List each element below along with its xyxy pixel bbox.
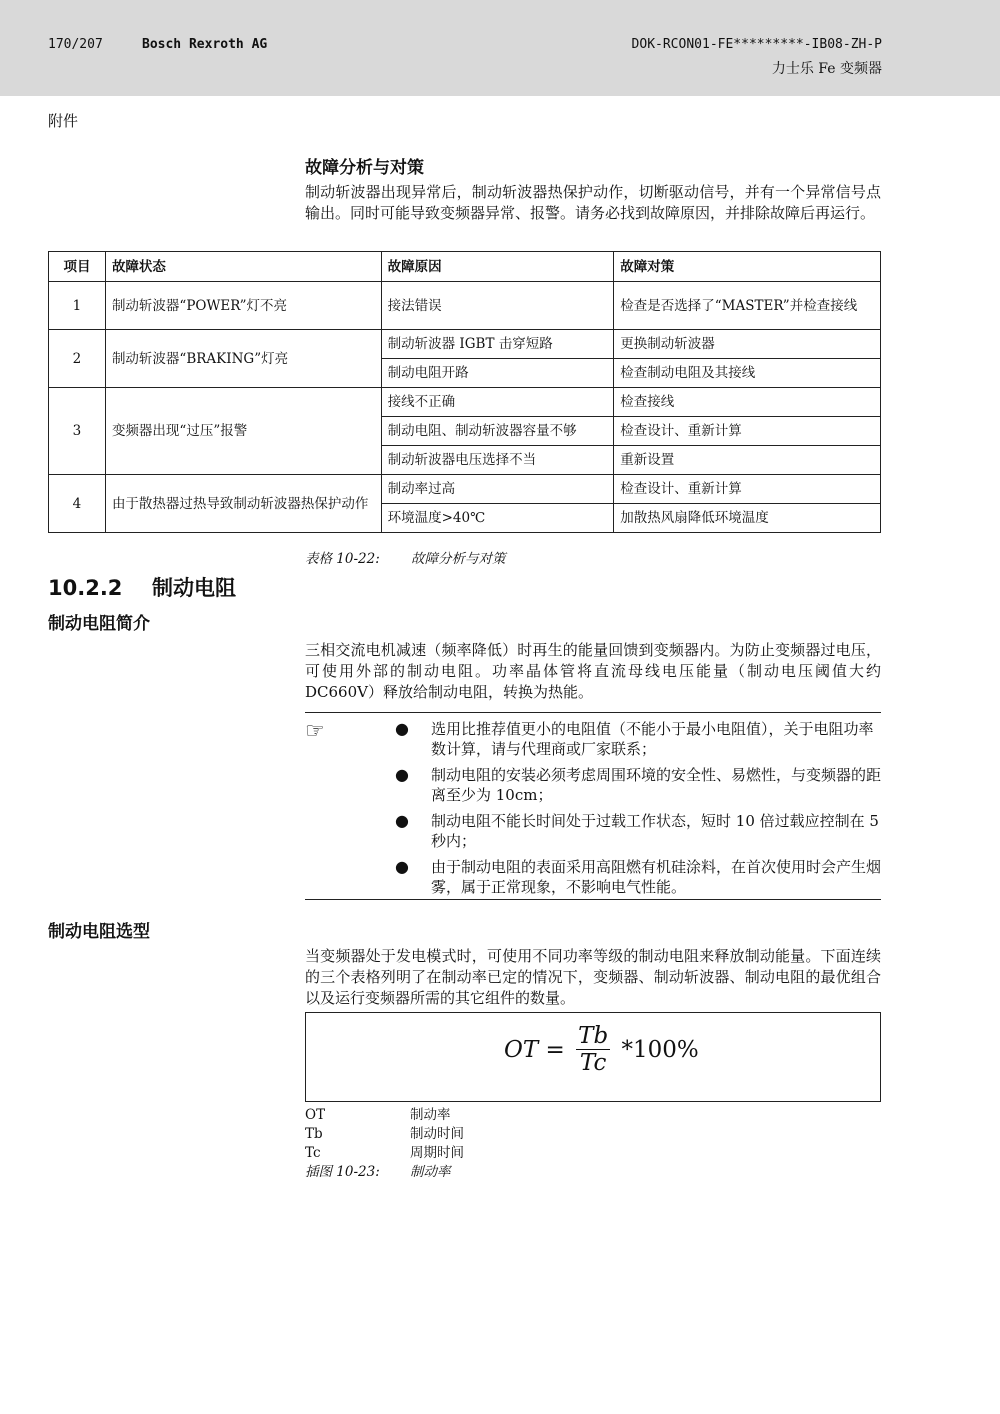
list-item — [395, 719, 881, 759]
list-item — [305, 1125, 464, 1144]
fault-heading: 故障分析与对策 — [305, 158, 424, 178]
intro-heading: 制动电阻简介 — [48, 614, 150, 634]
definition-desc: 制动时间 — [410, 1126, 464, 1142]
note-box — [305, 712, 881, 900]
formula-rhs: *100% — [621, 1036, 699, 1063]
definitions — [305, 1106, 464, 1182]
pointing-hand-icon: ☞ — [305, 719, 325, 744]
fault-action: 加散热风扇降低环境温度 — [614, 504, 881, 533]
note-list — [395, 719, 881, 903]
intro-text: 三相交流电机减速（频率降低）时再生的能量回馈到变频器内。为防止变频器过电压，可使用外部的制动电阻。功率晶体管将直流母线电压能量（制动电压阈值大约 DC660V）释放给制动电阻，转换为热能。 — [305, 641, 881, 701]
fault-table — [48, 251, 881, 533]
braking-rate-formula — [504, 1023, 699, 1076]
note-text: 制动电阻不能长时间处于过载工作状态，短时 10 倍过载应控制在 5 秒内； — [431, 812, 879, 850]
fault-action: 检查接线 — [614, 388, 881, 417]
definition-desc: 周期时间 — [410, 1145, 464, 1161]
bullet-icon: ● — [395, 765, 409, 784]
list-item — [395, 811, 881, 851]
fault-state: 变频器出现“过压”报警 — [105, 388, 381, 475]
figure-caption-text: 制动率 — [410, 1164, 451, 1180]
bullet-icon: ● — [395, 811, 409, 830]
fault-state: 制动斩波器“POWER”灯不亮 — [105, 282, 381, 330]
fault-cause: 接法错误 — [381, 282, 614, 330]
definition-desc: 制动率 — [410, 1107, 451, 1123]
fault-action: 检查设计、重新计算 — [614, 475, 881, 504]
fault-action: 检查设计、重新计算 — [614, 417, 881, 446]
fault-action: 检查制动电阻及其接线 — [614, 359, 881, 388]
page-header — [0, 0, 1000, 96]
formula-lhs: OT — [504, 1036, 539, 1063]
fault-cause: 制动斩波器电压选择不当 — [381, 446, 614, 475]
section-number: 10.2.2 — [48, 576, 123, 600]
col-header-action: 故障对策 — [614, 252, 881, 282]
table-caption-text: 故障分析与对策 — [411, 551, 506, 567]
list-item — [305, 1144, 464, 1163]
table-row — [49, 282, 881, 330]
col-header-cause: 故障原因 — [381, 252, 614, 282]
row-number: 3 — [49, 388, 106, 475]
figure-caption-label: 插图 10-23: — [305, 1164, 380, 1180]
table-caption-label: 表格 10-22: — [305, 551, 380, 567]
definition-term: Tc — [305, 1145, 321, 1161]
row-number: 4 — [49, 475, 106, 533]
col-header-state: 故障状态 — [105, 252, 381, 282]
section-heading — [48, 572, 236, 602]
definition-term: Tb — [305, 1126, 323, 1142]
row-number: 2 — [49, 330, 106, 388]
formula-denominator: Tc — [579, 1050, 607, 1076]
fault-cause: 环境温度>40℃ — [381, 504, 614, 533]
bullet-icon: ● — [395, 857, 409, 876]
product-name: 力士乐 Fe 变频器 — [771, 61, 882, 77]
list-item — [395, 857, 881, 897]
definition-term: OT — [305, 1107, 326, 1123]
row-number: 1 — [49, 282, 106, 330]
fault-intro: 制动斩波器出现异常后，制动斩波器热保护动作，切断驱动信号，并有一个异常信号点输出。同时可能导致变频器异常、报警。请务必找到故障原因，并排除故障后再运行。 — [305, 183, 881, 222]
page-number: 170/207 — [48, 37, 103, 52]
table-row — [49, 330, 881, 359]
formula-equals: = — [545, 1036, 565, 1063]
bullet-icon: ● — [395, 719, 409, 738]
note-text: 由于制动电阻的表面采用高阻燃有机硅涂料，在首次使用时会产生烟雾，属于正常现象，不影响电气性能。 — [431, 858, 882, 896]
table-row — [49, 388, 881, 417]
table-row — [49, 475, 881, 504]
fault-cause: 制动率过高 — [381, 475, 614, 504]
table-header-row — [49, 252, 881, 282]
fault-state: 由于散热器过热导致制动斩波器热保护动作 — [105, 475, 381, 533]
fault-action: 重新设置 — [614, 446, 881, 475]
formula-box — [305, 1012, 881, 1102]
section-label: 附件 — [48, 112, 79, 130]
fault-cause: 制动斩波器 IGBT 击穿短路 — [381, 330, 614, 359]
figure-caption — [305, 1163, 464, 1182]
formula-fraction — [576, 1023, 610, 1076]
fault-action: 更换制动斩波器 — [614, 330, 881, 359]
selection-text: 当变频器处于发电模式时，可使用不同功率等级的制动电阻来释放制动能量。下面连续的三个表格列明了在制动率已定的情况下，变频器、制动斩波器、制动电阻的最优组合以及运行变频器所需的其它组件的数量。 — [305, 947, 881, 1007]
fault-cause: 制动电阻、制动斩波器容量不够 — [381, 417, 614, 446]
fault-state: 制动斩波器“BRAKING”灯亮 — [105, 330, 381, 388]
note-text: 制动电阻的安装必须考虑周围环境的安全性、易燃性，与变频器的距离至少为 10cm； — [431, 766, 882, 804]
document-id: DOK-RCON01-FE*********-IB08-ZH-P — [631, 37, 882, 52]
section-title: 制动电阻 — [152, 576, 236, 600]
list-item — [395, 765, 881, 805]
formula-numerator: Tb — [578, 1023, 609, 1049]
note-text: 选用比推荐值更小的电阻值（不能小于最小电阻值），关于电阻功率数计算，请与代理商或厂家联系； — [431, 720, 874, 758]
col-header-item: 项目 — [49, 252, 106, 282]
selection-heading: 制动电阻选型 — [48, 922, 150, 942]
fault-action: 检查是否选择了“MASTER”并检查接线 — [614, 282, 881, 330]
list-item — [305, 1106, 464, 1125]
fault-cause: 接线不正确 — [381, 388, 614, 417]
company-name: Bosch Rexroth AG — [142, 37, 268, 52]
fault-cause: 制动电阻开路 — [381, 359, 614, 388]
table-caption — [305, 547, 506, 567]
